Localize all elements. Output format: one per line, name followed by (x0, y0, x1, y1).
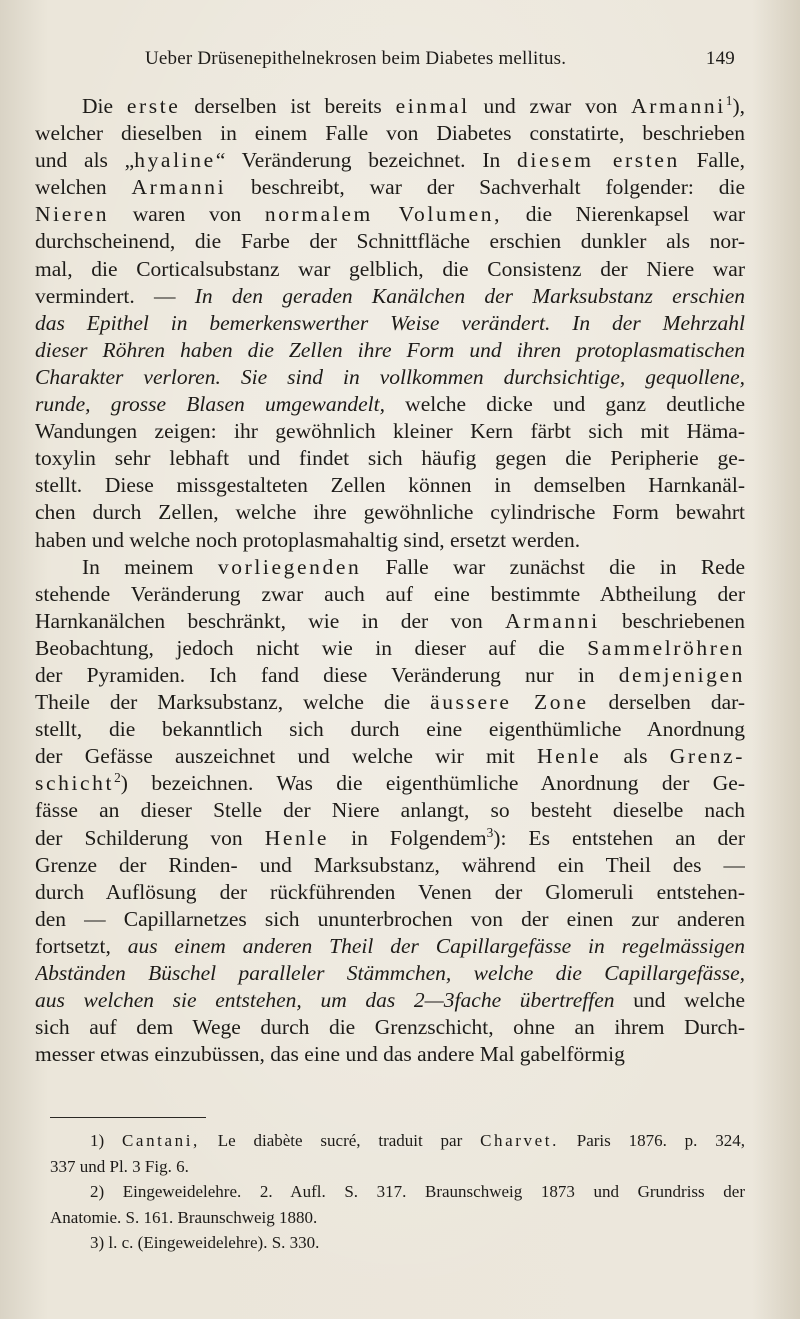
spaced-text: Grenz- (669, 744, 745, 769)
text-run: fortsetzt, (35, 933, 128, 958)
text-run: messer etwas einzubüssen, das eine und das andere Mal gabelförmig (35, 1042, 625, 1067)
text-run: Wandungen zeigen: ihr gewöhnlich kleiner Kern färbt sich mit Häma- (35, 419, 745, 444)
text-line (35, 174, 745, 201)
text-line (35, 499, 745, 526)
text-run: der Schilderung von (35, 825, 265, 850)
spaced-text: äussere Zone (430, 690, 589, 715)
text-run: beschriebenen (599, 608, 745, 633)
text-run: Grenze der Rinden- und Marksubstanz, während ein Theil des — (35, 852, 745, 877)
spaced-text: diesem ersten (517, 148, 680, 173)
text-line (35, 93, 745, 120)
text-line (35, 445, 745, 472)
text-run: fässe an dieser Stelle der Niere anlangt, so besteht dieselbe nach (35, 798, 745, 823)
italic-text: In den geraden Kanälchen der Marksubstanz erschien (194, 283, 745, 308)
text-run: chen durch Zellen, welche ihre gewöhnliche cylindrische Form bewahrt (35, 500, 745, 525)
spaced-text: Cantani, (121, 1131, 200, 1150)
text-line (35, 662, 745, 689)
text-line (35, 770, 745, 797)
text-run: und als „ (35, 148, 135, 173)
footnotes (50, 1128, 745, 1256)
italic-text: aus welchen sie entstehen, um das 2—3fache übertreffen (35, 988, 615, 1013)
text-run: die Nierenkapsel war (502, 202, 745, 227)
text-line (35, 1041, 745, 1068)
text-run: vermindert. — (35, 283, 195, 308)
text-run: welchen (35, 175, 132, 200)
spaced-text: normalem Volumen, (264, 202, 503, 227)
text-run: 337 und Pl. 3 Fig. 6. (50, 1156, 189, 1176)
text-line (35, 472, 745, 499)
italic-text: das Epithel in bemerkenswerther Weise verändert. In der Mehrzahl (35, 310, 745, 335)
italic-text: aus einem anderen Theil der Capillargefässe in regelmässigen (127, 933, 745, 958)
text-run: und welche (614, 988, 745, 1013)
text-run: ), (732, 94, 745, 118)
text-line (35, 120, 745, 147)
text-line (35, 825, 745, 852)
text-line (35, 716, 745, 743)
footnote-line (50, 1154, 745, 1180)
text-run: derselben dar- (588, 690, 745, 715)
footnote-ref: 2 (114, 770, 121, 786)
italic-text: runde, grosse Blasen umgewandelt, (35, 392, 385, 417)
spaced-text: Henle (536, 744, 602, 769)
text-line (35, 256, 745, 283)
text-run: welche dicke und ganz deutliche (384, 392, 745, 417)
spaced-text: Nieren (35, 202, 110, 227)
text-run: durch Auflösung der rückführenden Venen der Glomeruli entstehen- (35, 879, 745, 904)
text-line (35, 201, 745, 228)
italic-text: Charakter verloren. Sie sind in vollkommen durchsichtige, gequollene, (35, 364, 745, 389)
text-run: 3) l. c. (Eingeweidelehre). S. 330. (90, 1233, 320, 1252)
page-number: 149 (705, 48, 735, 69)
text-line (35, 635, 745, 662)
text-line (35, 987, 745, 1014)
text-run: haben und welche noch protoplasmahaltig sind, ersetzt werden. (35, 527, 581, 552)
text-run: 2) Eingeweidelehre. 2. Aufl. S. 317. Braunschweig 1873 und Grundriss der (90, 1182, 745, 1201)
text-run: Theile der Marksubstanz, welche die (35, 690, 431, 715)
spaced-text: Charvet. (480, 1131, 559, 1150)
spaced-text: Sammelröhren (587, 635, 745, 660)
text-run: Falle war zunächst die in Rede (361, 554, 745, 579)
text-line (35, 418, 745, 445)
text-run: mal, die Corticalsubstanz war gelblich, die Consistenz der Niere war (35, 256, 745, 281)
text-run: ) bezeichnen. Was die eigenthümliche Anordnung der Ge- (120, 771, 745, 796)
text-run: in Folgendem (329, 825, 487, 850)
text-run: 1) (90, 1131, 122, 1150)
text-run: der Pyramiden. Ich fand diese Veränderung nur in (35, 662, 619, 687)
text-line (35, 743, 745, 770)
text-run: stellt, die bekanntlich sich durch eine eigenthümliche Anordnung (35, 717, 745, 742)
text-run: derselben ist bereits (180, 94, 396, 118)
text-line (35, 852, 745, 879)
text-line (35, 581, 745, 608)
text-line (35, 608, 745, 635)
footnote-separator (50, 1117, 206, 1118)
text-run: durchscheinend, die Farbe der Schnittfläche erschien dunkler als nor- (35, 229, 745, 254)
text-run: “ Veränderung bezeichnet. In (215, 148, 518, 173)
spaced-text: erste (126, 94, 181, 118)
spaced-text: vorliegenden (217, 554, 362, 579)
italic-text: dieser Röhren haben die Zellen ihre Form und ihren protoplasmatischen (35, 337, 745, 362)
text-run: Beobachtung, jedoch nicht wie in dieser auf die (35, 635, 588, 660)
spaced-text: Armanni (631, 94, 726, 118)
running-head (145, 48, 735, 72)
text-line (35, 228, 745, 255)
footnote-line (50, 1128, 745, 1154)
text-line (35, 879, 745, 906)
text-run: Le diabète sucré, traduit par (199, 1131, 481, 1150)
text-run: ): Es entstehen an der (493, 825, 745, 850)
text-run: welcher dieselben in einem Falle von Diabetes constatirte, beschrieben (35, 121, 745, 146)
text-line (35, 554, 745, 581)
text-line (35, 933, 745, 960)
italic-text: Abständen Büschel paralleler Stämmchen, welche die Capillargefässe, (35, 961, 745, 985)
footnote-ref: 1 (725, 93, 733, 108)
text-run: Die (82, 94, 127, 118)
spaced-text: Armanni (131, 175, 227, 200)
text-run: und zwar von (469, 94, 632, 118)
spaced-text: hyaline (134, 148, 216, 173)
text-run: In meinem (82, 554, 218, 579)
spaced-text: demjenigen (618, 662, 745, 687)
spaced-text: schicht (35, 771, 115, 796)
body-text (35, 93, 745, 1068)
text-line (35, 147, 745, 174)
text-run: waren von (109, 202, 265, 227)
text-line (35, 364, 745, 391)
running-title: Ueber Drüsenepithelnekrosen beim Diabetes mellitus. (145, 48, 567, 69)
footnote-line (50, 1205, 745, 1231)
text-line (35, 391, 745, 418)
spaced-text: Armanni (505, 608, 600, 633)
text-run: sich auf dem Wege durch die Grenzschicht, ohne an ihrem Durch- (35, 1015, 745, 1040)
text-run: Harnkanälchen beschränkt, wie in der von (35, 608, 506, 633)
text-run: stellt. Diese missgestalteten Zellen können in demselben Harnkanäl- (35, 473, 745, 498)
text-run: beschreibt, war der Sachverhalt folgender: die (226, 175, 745, 200)
footnote-line (50, 1230, 745, 1256)
footnote-ref: 3 (486, 824, 494, 840)
footnote-line (50, 1179, 745, 1205)
spaced-text: Henle (264, 825, 330, 850)
text-run: der Gefässe auszeichnet und welche wir mit (35, 744, 537, 769)
text-run: den — Capillarnetzes sich ununterbrochen von der einen zur anderen (35, 906, 745, 931)
text-line (35, 337, 745, 364)
text-line (35, 906, 745, 933)
text-run: Paris 1876. p. 324, (558, 1131, 745, 1150)
text-line (35, 1014, 745, 1041)
text-line (35, 310, 745, 337)
text-run: als (601, 744, 670, 769)
text-line (35, 283, 745, 310)
text-run: Falle, (679, 148, 745, 173)
text-line (35, 960, 745, 987)
spaced-text: einmal (395, 94, 470, 118)
text-run: toxylin sehr lebhaft und findet sich häufig gegen die Peripherie ge- (35, 446, 745, 471)
text-line (35, 797, 745, 824)
text-line (35, 689, 745, 716)
text-run: stehende Veränderung zwar auch auf eine bestimmte Abtheilung der (35, 581, 745, 606)
text-run: Anatomie. S. 161. Braunschweig 1880. (50, 1207, 318, 1227)
text-line (35, 527, 745, 554)
